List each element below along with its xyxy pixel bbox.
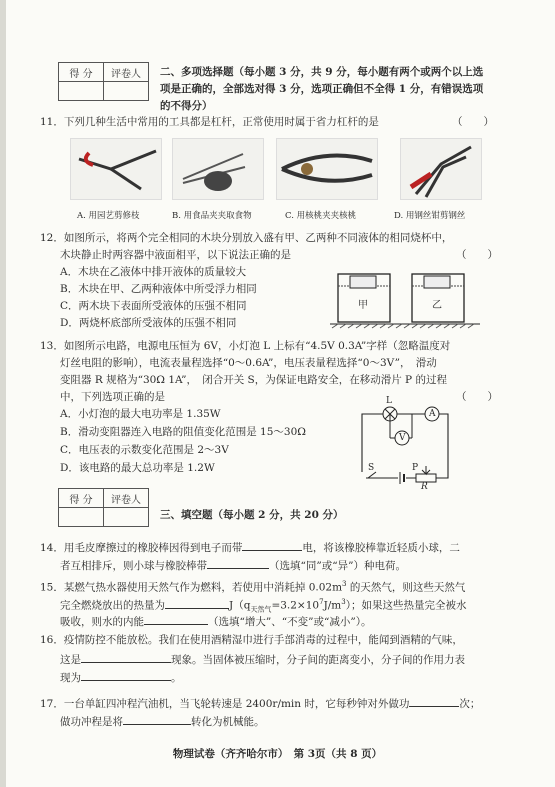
- q14-text-a: 14．用毛皮摩擦过的橡胶棒因得到电子而带: [40, 542, 243, 554]
- q12-option-b[interactable]: B．木块在甲、乙两种液体中所受浮力相同: [60, 283, 257, 295]
- pruning-shears-icon: [71, 139, 161, 199]
- q17-blank-1[interactable]: [409, 694, 459, 707]
- q15-sup-1: 3: [342, 580, 347, 588]
- q12-option-d[interactable]: D．两烧杯底部所受液体的压强不相同: [60, 317, 237, 329]
- q13-option-d[interactable]: D．该电路的最大总功率是 1.2W: [60, 462, 215, 474]
- q16-text-c: 现象。当固体被压缩时，分子间的距离变小，分子间的作用力表: [171, 654, 465, 666]
- q16-line1: 16．疫情防控不能放松。我们在使用酒精湿巾进行手部消毒的过程中，能闻到酒精的气味，: [40, 634, 463, 646]
- q12-stem-line1: 12．如图所示，将两个完全相同的木块分别放入盛有甲、乙两种不同液体的相同烧杯中，: [40, 232, 453, 244]
- q17-text-a: 17．一台单缸四冲程汽油机，当飞轮转速是 2400r/min 时，它每秒钟对外做功: [40, 698, 410, 710]
- q12-stem-line2: 木块静止时两容器中液面相平，以下说法正确的是: [60, 249, 291, 261]
- circuit-diagram: [350, 396, 460, 492]
- q15-sup-7: 7: [319, 598, 324, 606]
- grader-cell[interactable]: [104, 82, 149, 101]
- q15-text-d: J（q: [229, 599, 251, 612]
- q11-option-b[interactable]: B. 用食品夹夹取食物: [172, 211, 252, 221]
- q14-text-b: 电，将该橡胶棒靠近轻质小球，二: [302, 542, 460, 554]
- q11-stem: 11．下列几种生活中常用的工具都是杠杆，正常使用时属于省力杠杆的是: [40, 116, 379, 128]
- q15-text-g: ）；如果这些热量完全被水: [345, 599, 467, 612]
- grader-label: 评卷人: [104, 63, 149, 82]
- q16-line3: [60, 668, 182, 687]
- q15-sub-gas: 天然气: [250, 605, 272, 614]
- section2-title-line2: 项是正确的，全部选对得 3 分，选项正确但不全得 1 分，有错误选项: [160, 83, 484, 95]
- q15-text-b: 的天然气，则这些天然气: [346, 581, 466, 594]
- q12-option-c[interactable]: C．两木块下表面所受液体的压强不相同: [60, 300, 247, 312]
- lamp-label: L: [386, 396, 392, 406]
- q15-blank-1[interactable]: [165, 596, 229, 609]
- wire-cutter-image: [400, 138, 482, 200]
- nutcracker-image: [276, 138, 378, 200]
- beaker-jia-label: 甲: [358, 300, 368, 311]
- q15-text-h: 吸收，则水的内能: [60, 616, 144, 628]
- q13-option-a[interactable]: A．小灯泡的最大电功率是 1.35W: [60, 408, 221, 420]
- q12-answer-paren[interactable]: （ ）: [456, 249, 498, 261]
- score-cell[interactable]: [59, 508, 104, 527]
- q16-line2: [60, 650, 465, 669]
- q13-stem-line1: 13．如图所示电路，电源电压恒为 6V，小灯泡 L 上标有“4.5V 0.3A”字样（忽略温度对: [40, 340, 451, 352]
- q11-option-a[interactable]: A. 用园艺剪修枝: [77, 211, 140, 221]
- q15-sup-3: 3: [341, 598, 346, 606]
- switch-label: S: [368, 463, 375, 473]
- q12-option-a[interactable]: A．木块在乙液体中排开液体的质量较大: [60, 266, 247, 278]
- food-tongs-image: [172, 138, 264, 200]
- q14-blank-1[interactable]: [242, 538, 302, 551]
- q13-answer-paren[interactable]: （ ）: [456, 391, 498, 403]
- score-cell[interactable]: [59, 82, 104, 101]
- q13-stem-line2: 灯丝电阻的影响），电流表量程选择“0～0.6A”，电压表量程选择“0～3V”， 滑动: [60, 357, 437, 369]
- q15-line3: [60, 612, 371, 631]
- q14-line1: [40, 538, 460, 557]
- q17-text-c: 做功冲程是将: [60, 716, 123, 728]
- section3-title: 三、填空题（每小题 2 分，共 20 分）: [160, 509, 344, 521]
- q17-text-d: 转化为机械能。: [191, 716, 265, 728]
- ammeter-label: A: [429, 409, 436, 419]
- q16-text-d: 现为: [60, 672, 81, 684]
- scan-edge: [0, 0, 6, 787]
- q15-text-i: （选填“增大”、“不变”或“减小”）。: [208, 616, 372, 628]
- score-label: 得 分: [59, 489, 104, 508]
- wire-cutter-icon: [401, 139, 481, 199]
- q14-line2: [60, 556, 406, 575]
- score-label: 得 分: [59, 63, 104, 82]
- q17-text-b: 次；: [459, 698, 481, 710]
- q11-answer-paren[interactable]: （ ）: [452, 116, 494, 128]
- q13-option-b[interactable]: B．滑动变阻器连入电路的阻值变化范围是 15～30Ω: [60, 426, 306, 438]
- section2-score-table: [58, 62, 149, 101]
- q15-text-a: 15．某燃气热水器使用天然气作为燃料，若使用中消耗掉 0.02m: [40, 581, 343, 594]
- q17-line1: [40, 694, 480, 713]
- nutcracker-icon: [277, 139, 377, 199]
- q13-stem-line4: 中，下列选项正确的是: [60, 391, 165, 403]
- q13-stem-line3: 变阻器 R 规格为“30Ω 1A”， 闭合开关 S，为保证电路安全，在移动滑片 P 的过程: [60, 374, 447, 386]
- beakers-diagram: [330, 262, 480, 332]
- q15-text-e: =3.2×10: [271, 599, 320, 612]
- section2-title: 二、多项选择题（每小题 3 分，共 9 分，每小题有两个或两个以上选: [160, 66, 484, 78]
- grader-label: 评卷人: [104, 489, 149, 508]
- q16-text-b: 这是: [60, 654, 81, 666]
- voltmeter-label: V: [399, 433, 406, 443]
- q13-option-c[interactable]: C．电压表的示数变化范围是 2～3V: [60, 444, 229, 456]
- q16-blank-1[interactable]: [81, 650, 171, 663]
- q15-text-c: 完全燃烧放出的热量为: [60, 599, 165, 612]
- grader-cell[interactable]: [104, 508, 149, 527]
- section2-title-line3: 的不得分）: [160, 100, 213, 112]
- q14-text-d: （选填“同”或“异”）种电荷。: [269, 560, 406, 572]
- page-footer: 物理试卷（齐齐哈尔市） 第 3页（共 8 页）: [172, 748, 383, 760]
- q16-text-e: 。: [171, 672, 182, 684]
- q11-option-c[interactable]: C. 用核桃夹夹核桃: [285, 211, 357, 221]
- slider-label: P: [412, 463, 419, 473]
- q15-text-f: J/m: [323, 599, 342, 612]
- q14-blank-2[interactable]: [207, 556, 269, 569]
- beaker-yi-label: 乙: [432, 300, 442, 311]
- food-tongs-icon: [173, 139, 263, 199]
- q14-text-c: 者互相排斥，则小球与橡胶棒带: [60, 560, 207, 572]
- q17-line2: [60, 712, 265, 731]
- pruning-shears-image: [70, 138, 162, 200]
- q15-blank-2[interactable]: [144, 612, 208, 625]
- section3-score-table: [58, 488, 149, 527]
- q16-blank-2[interactable]: [81, 668, 171, 681]
- q17-blank-2[interactable]: [123, 712, 191, 725]
- rheostat-label: R: [421, 482, 428, 492]
- q11-option-d[interactable]: D. 用钢丝钳剪钢丝: [394, 211, 466, 221]
